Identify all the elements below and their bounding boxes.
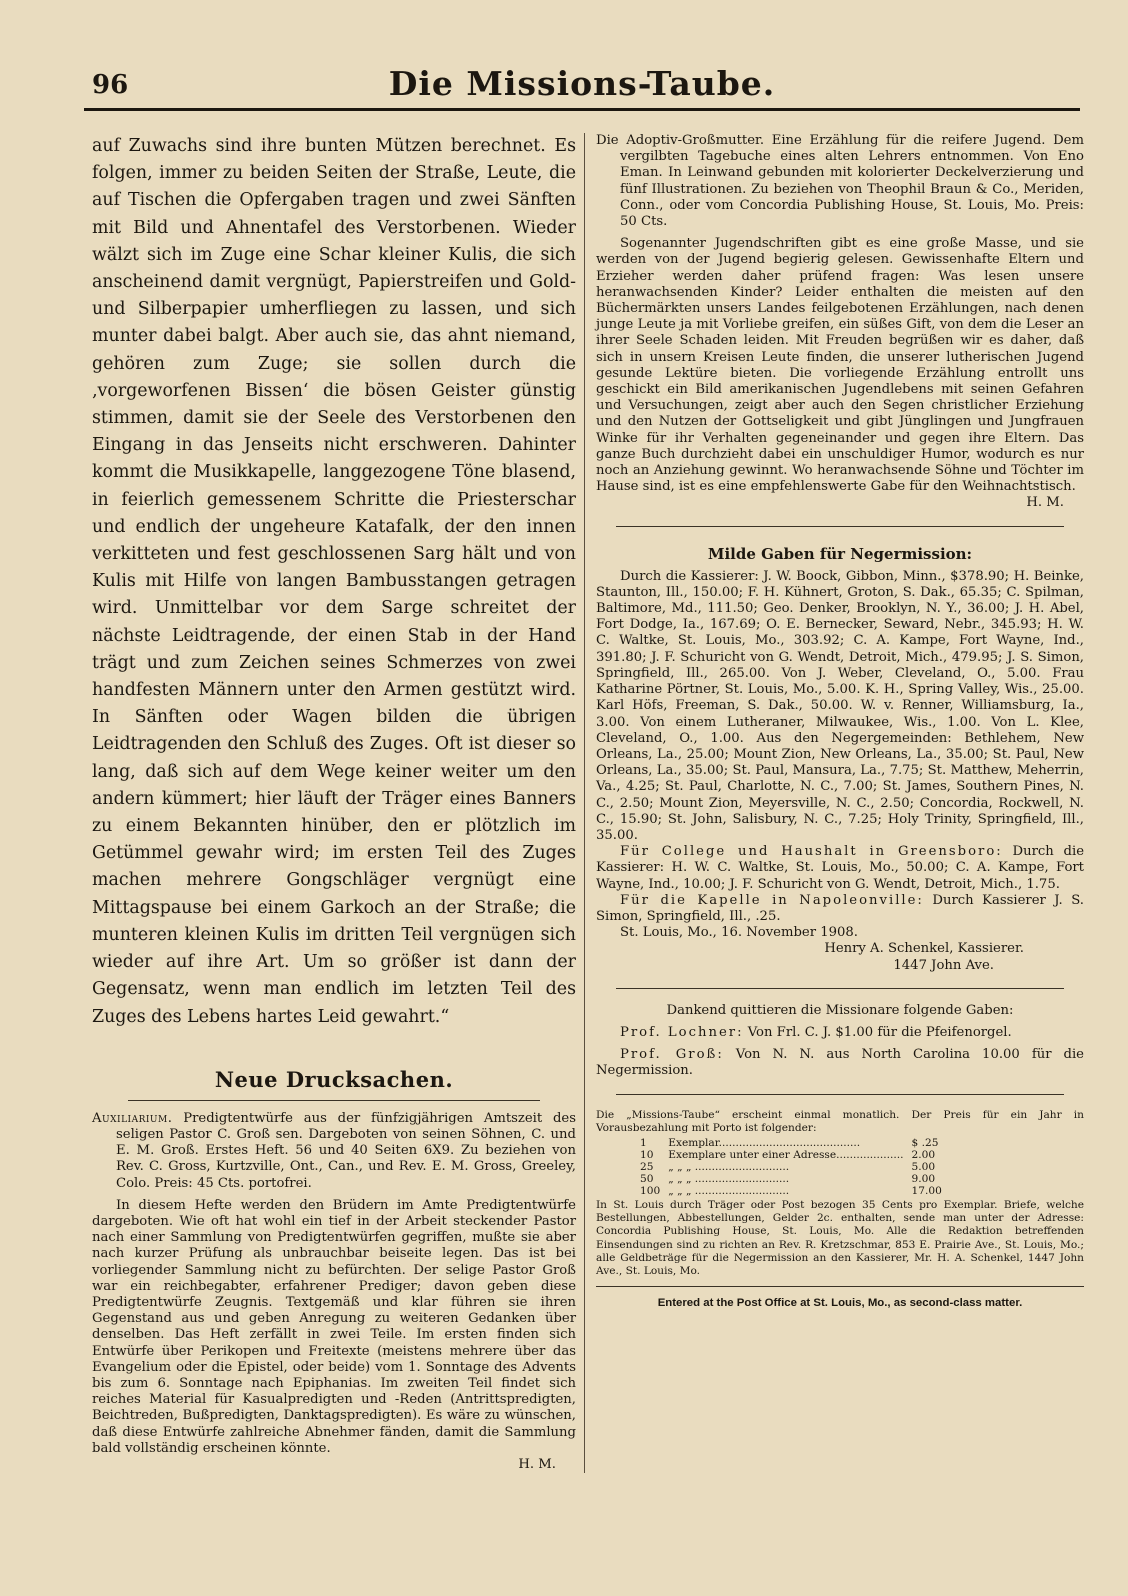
price-qty: 1 — [640, 1136, 647, 1149]
price-qty: 100 — [640, 1184, 661, 1197]
price-desc: Exemplar.......................................... — [668, 1136, 861, 1149]
right-column — [596, 133, 1084, 1309]
date-line: St. Louis, Mo., 16. November 1908. — [620, 925, 858, 941]
kapelle-label: Für die Kapelle in Napoleonville: — [620, 892, 924, 908]
price-desc: „ „ „ ............................ — [668, 1160, 790, 1173]
notice-body: In St. Louis durch Träger oder Post bezogen 35 Cents pro Exemplar. Briefe, welche Bestellungen, Abbestellungen, Gelder 2c. enthalten, sende man unter der Adresse: Concordia Publishing House, St. Louis, Mo. Alle die Redaktion betreffenden Einsendungen sind zu richten an Rev. R. Kretzschmar, 853 E. Prairie Ave., St. Louis, Mo.; alle Geldbeträge für die Negermission an den Kassierer, Mr. H. A. Schenkel, 1447 John Ave., St. Louis, Mo. — [596, 1198, 1084, 1277]
auxiliarium-review: In diesem Hefte werden den Brüdern im Amte Predigtentwürfe dargeboten. Wie oft hat wohl ein tief in der Arbeit steckender Pastor nach einer Sammlung von Predigtentwürfen gegriffen, mußte sie aber nach kurzer Prüfung als unbrauchbar beiseite legen. Das ist bei vorliegender Sammlung nicht zu befürchten. Der selige Pastor Groß war ein reichbegabter, erfahrener Prediger; davon geben diese Predigtentwürfe Zeugnis. Textgemäß und klar führen sie ihren Gegenstand aus und geben Anregung zu weiteren Gedanken über denselben. Das Heft zerfällt in zwei Teile. Im ersten finden sich Entwürfe über Perikopen und Freitexte (meistens mehrere über das Evangelium oder die Epistel, oder beide) vom 1. Sonntage des Advents bis zum 6. Sonntage nach Epiphanias. Im zweiten Teil findet sich reiches Material für Kasualpredigten und -Reden (Antrittspredigten, Beichtreden, Bußpredigten, Danktagspredigten). Es wäre zu wünschen, daß diese Entwürfe zahlreiche Abnehmer fänden, damit die Sammlung bald vollständig erscheinen könnte. — [92, 1197, 576, 1456]
left-column — [92, 133, 576, 1473]
section-title-neue-drucksachen: Neue Drucksachen. — [214, 1066, 454, 1092]
price-value: 17.00 — [911, 1184, 942, 1197]
thanks-gross-label: Prof. Groß: — [620, 1047, 724, 1063]
price-value: $ .25 — [911, 1136, 939, 1149]
book-review: Sogenannter Jugendschriften gibt es eine große Masse, und sie werden von der Jugend begierig gelesen. Gewissenhafte Eltern und Erzieher werden daher prüfend fragen: Was lesen unsere heranwachsenden Kinder? Leider enthalten die meisten auf den Büchermärkten unsers Landes feilgebotenen Erzählungen, nach denen junge Leute ja mit Vorliebe greifen, ein süßes Gift, von dem die Leser an ihrer Seele Schaden leiden. Mit Freuden begrüßen wir es daher, daß sich in unsern Kreisen Leute finden, die unserer lutherischen Jugend gesunde Lektüre bieten. Die vorliegende Erzählung entrollt uns geschickt ein Bild amerikanischen Jugendlebens mit seinen Gefahren und Versuchungen, zeigt aber auch den Segen christlicher Erziehung und den Nutzen der Gottseligkeit und gibt Jünglingen und Jungfrauen Winke für ihr Verhalten gegeneinander und gegen ihre Eltern. Das ganze Buch durchzieht dabei ein unschuldiger Humor, wodurch es nur noch an Anziehung gewinnt. Wo heranwachsende Söhne und Töchter im Hause sind, ist es eine empfehlenswerte Gabe für den Weihnachtstisch. — [596, 236, 1084, 495]
thanks-lochner-label: Prof. Lochner: — [620, 1024, 744, 1040]
price-qty: 50 — [640, 1172, 654, 1185]
thanks-title: Dankend quittieren die Missionare folgende Gaben: — [666, 1002, 1014, 1018]
divider-rule-3 — [616, 1094, 1064, 1095]
gaben-list: Durch die Kassierer: J. W. Boock, Gibbon, Minn., $378.90; H. Beinke, Staunton, Ill., 150.00; F. H. Kühnert, Groton, S. Dak., 65.35; C. Spilman, Baltimore, Md., 111.50; Geo. Denker, Brooklyn, N. Y., 36.00; J. H. Abel, Fort Dodge, Ia., 167.69; O. E. Bernecker, Seward, Nebr., 345.93; H. W. C. Waltke, St. Louis, Mo., 303.92; C. A. Kampe, Fort Wayne, Ind., 391.80; J. F. Schuricht von G. Wendt, Detroit, Mich., 479.95; J. S. Simon, Springfield, Ill., 265.00. Von J. Weber, Cleveland, O., 5.00. Frau Katharine Pörtner, St. Louis, Mo., 5.00. K. H., Spring Valley, Wis., 25.00. Karl Höfs, Freeman, S. Dak., 50.00. W. v. Renner, Williamsburg, Ia., 3.00. Von einem Lutheraner, Milwaukee, Wis., 1.00. Von L. Klee, Cleveland, O., 1.00. Aus den Negergemeinden: Bethlehem, New Orleans, La., 25.00; Mount Zion, New Orleans, La., 35.00; St. Paul, New Orleans, La., 35.00; St. Paul, Mansura, La., 7.75; St. Matthew, Meherrin, Va., 4.25; St. Paul, Charlotte, N. C., 7.00; St. James, Southern Pines, N. C., 2.50; Mount Zion, Meyersville, N. C., 2.50; Concordia, Rockwell, N. C., 15.90; St. John, Salisbury, N. C., 7.25; Holy Trinity, Springfield, Ill., 35.00. — [596, 568, 1084, 843]
college-label: Für College und Haushalt in Greensboro: — [620, 844, 1003, 860]
notice-intro: Die „Missions-Taube“ erscheint einmal monatlich. Der Preis für ein Jahr in Vorausbezahlung mit Porto ist folgender: — [596, 1108, 1084, 1134]
auxiliarium-details: Predigtentwürfe aus der fünfzigjährigen Amtszeit des seligen Pastor C. Groß sen. Dargeboten von seinen Söhnen, C. und E. M. Groß. Erstes Heft. 56 und 40 Seiten 6X9. Zu beziehen von Rev. C. Gross, Kurtzville, Ont., Can., und Rev. E. M. Gross, Greeley, Colo. Preis: 45 Cts. portofrei. — [116, 1110, 576, 1191]
kapelle-text: Durch Kassierer J. S. Simon, Springfield, Ill., .25. — [596, 892, 1084, 924]
auxiliarium-label: Auxiliarium. — [92, 1110, 173, 1126]
divider-rule-4 — [596, 1286, 1084, 1287]
price-row — [636, 1173, 946, 1185]
auxiliarium-signature: H. M. — [518, 1456, 556, 1472]
treasurer-address: 1447 John Ave. — [893, 957, 994, 973]
thanks-gross-text: Von N. N. aus North Carolina 10.00 für die Negermission. — [596, 1047, 1084, 1079]
thanks-lochner — [596, 1025, 1084, 1041]
price-row — [636, 1137, 946, 1149]
book-signature: H. M. — [1026, 495, 1064, 511]
thanks-lochner-text: Von Frl. C. J. $1.00 für die Pfeifenorgel. — [747, 1024, 1012, 1040]
college-text: Durch die Kassierer: H. W. C. Waltke, St. Louis, Mo., 50.00; C. A. Kampe, Fort Wayne, Ind., 10.00; J. F. Schuricht von G. Wendt, Detroit, Mich., 1.75. — [596, 844, 1084, 892]
gaben-title: Milde Gaben für Negermission: — [707, 544, 973, 563]
thanks-gross — [596, 1047, 1084, 1079]
treasurer-name: Henry A. Schenkel, Kassierer. — [824, 941, 1024, 957]
price-table — [636, 1137, 946, 1197]
price-value: 2.00 — [911, 1148, 936, 1161]
page-number: 96 — [92, 70, 129, 100]
price-desc: Exemplare unter einer Adresse.................... — [668, 1148, 904, 1161]
price-desc: „ „ „ ............................ — [668, 1172, 790, 1185]
price-desc: „ „ „ ............................ — [668, 1184, 790, 1197]
section-rule — [128, 1100, 540, 1101]
masthead-title: Die Missions-Taube. — [388, 64, 776, 103]
book-entry: Die Adoptiv-Großmutter. Eine Erzählung für die reifere Jugend. Dem vergilbten Tagebuche eines alten Lehrers entnommen. Von Eno Eman. In Leinwand gebunden mit kolorierter Deckelverzierung und fünf Illustrationen. Zu beziehen von Theophil Braun & Co., Meriden, Conn., oder vom Concordia Publishing House, St. Louis, Mo. Preis: 50 Cts. — [596, 133, 1084, 230]
divider-rule-2 — [616, 988, 1064, 989]
kapelle-donations — [596, 893, 1084, 925]
price-qty: 10 — [640, 1148, 654, 1161]
price-row — [636, 1161, 946, 1173]
price-value: 9.00 — [911, 1172, 936, 1185]
price-value: 5.00 — [911, 1160, 936, 1173]
article-continuation: auf Zuwachs sind ihre bunten Mützen berechnet. Es folgen, immer zu beiden Seiten der Straße, Leute, die auf Tischen die Opfergaben tragen und zwei Sänften mit Bild und Ahnentafel des Verstorbenen. Wieder wälzt sich im Zuge eine Schar kleiner Kulis, die sich anscheinend damit vergnügt, Papierstreifen und Gold- und Silberpapier umherfliegen zu lassen, und sich munter dabei balgt. Aber auch sie, das ahnt niemand, gehören zum Zuge; sie sollen durch die ‚vorgeworfenen Bissen‘ die bösen Geister günstig stimmen, damit sie der Seele des Verstorbenen den Eingang in das Jenseits nicht erschweren. Dahinter kommt die Musikkapelle, langgezogene Töne blasend, in feierlich gemessenem Schritte die Priesterschar und endlich der ungeheure Katafalk, der den innen verkitteten und fest geschlossenen Sarg hält und von Kulis mit Hilfe von langen Bambusstangen getragen wird. Unmittelbar vor dem Sarge schreitet der nächste Leidtragende, der einen Stab in der Hand trägt und zum Zeichen seines Schmerzes von zwei handfesten Männern unter den Armen gestützt wird. In Sänften oder Wagen bilden die übrigen Leidtragenden den Schluß des Zuges. Oft ist dieser so lang, daß sich auf dem Wege keiner weiter um den andern kümmert; hier läuft der Träger eines Banners zu einem Bekannten hinüber, den er plötzlich im Getümmel gewahr wird; im ersten Teil des Zuges machen mehrere Gongschläger vergnügt eine Mittagspause bei einem Garkoch an der Straße; die munteren kleinen Kulis im dritten Teil vergnügen sich wieder auf ihre Art. Um so größer ist dann der Gegensatz, wenn man endlich im letzten Teil des Zuges des Lebens hartes Leid gewahrt.“ — [92, 136, 576, 1027]
price-row — [636, 1149, 946, 1161]
auxiliarium-entry — [92, 1111, 576, 1192]
college-donations — [596, 844, 1084, 893]
subscription-notice — [596, 1109, 1084, 1279]
page-header — [84, 62, 1080, 111]
price-row — [636, 1185, 946, 1197]
price-qty: 25 — [640, 1160, 654, 1173]
divider-rule — [616, 526, 1064, 527]
postal-entry-line: Entered at the Post Office at St. Louis, Mo., as second-class matter. — [657, 1297, 1023, 1310]
column-divider — [584, 133, 585, 1473]
